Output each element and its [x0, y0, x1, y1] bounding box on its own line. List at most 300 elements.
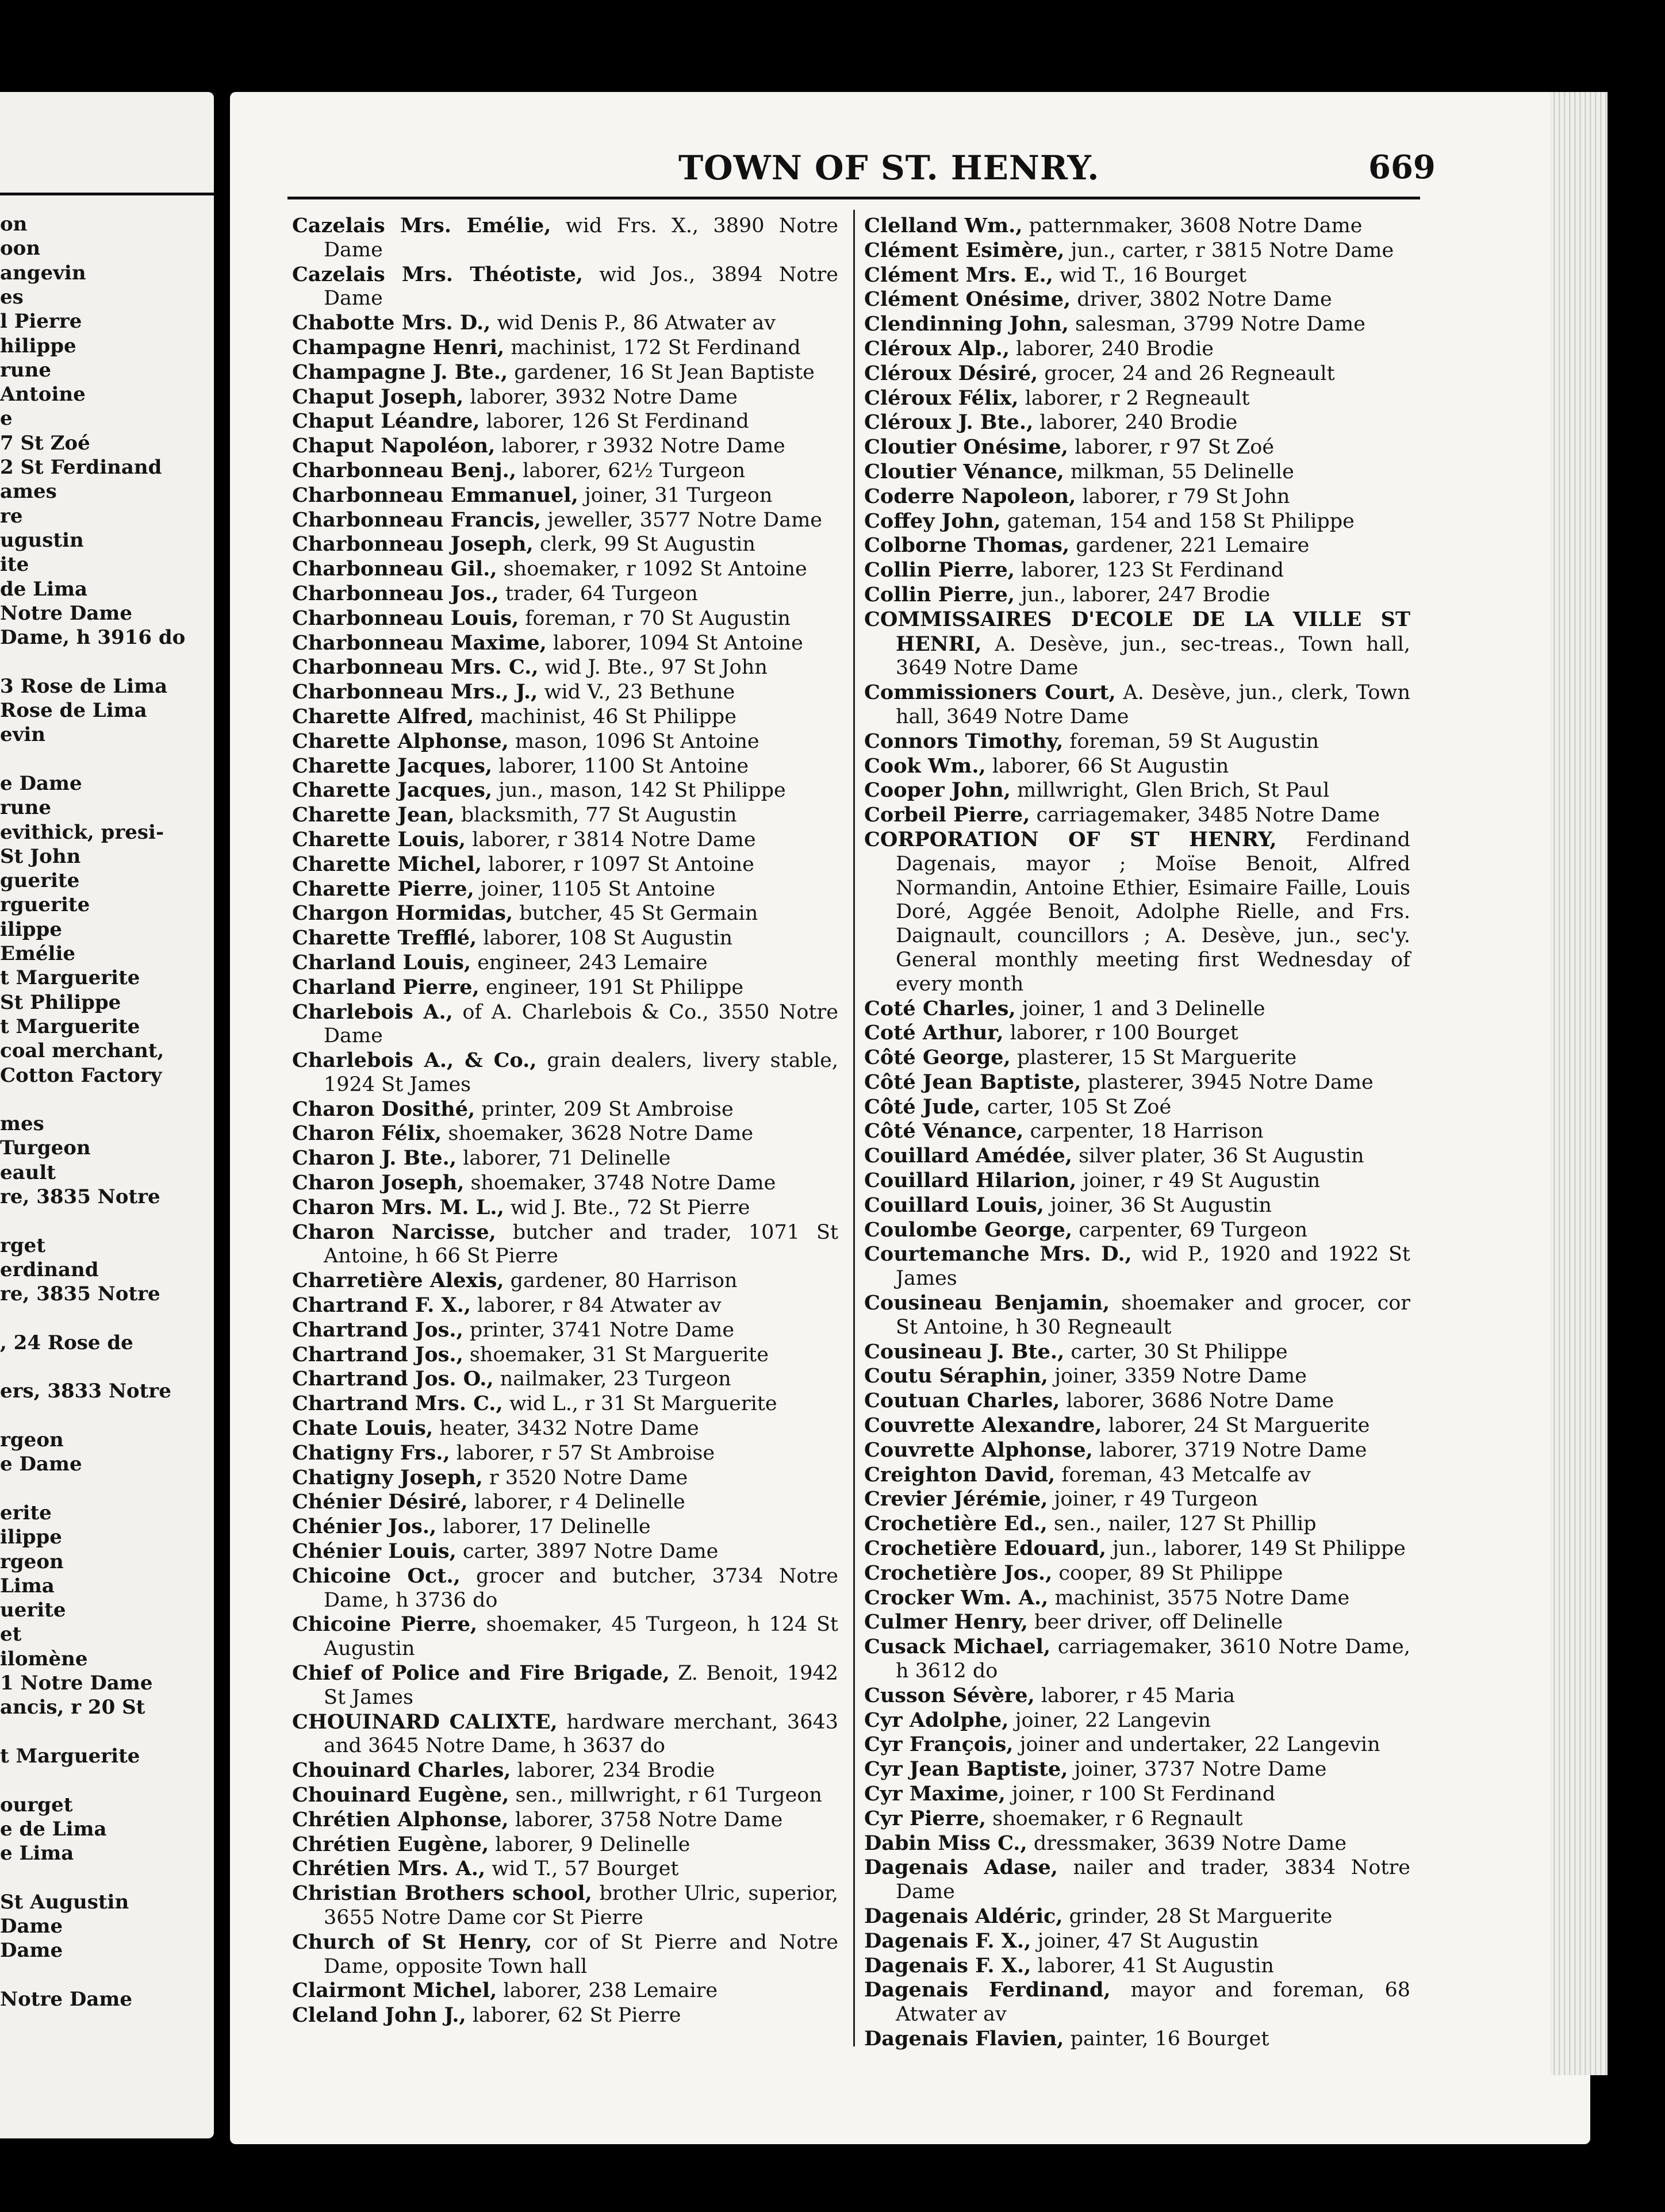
directory-entry	[864, 1438, 1410, 1463]
entry-name: Connors Timothy,	[864, 729, 1064, 753]
directory-entry	[292, 1881, 838, 1930]
entry-name: Crevier Jérémie,	[864, 1487, 1048, 1511]
entry-details: A. Desève, jun., clerk, Town hall, 3649 Notre Dame	[896, 681, 1410, 728]
entry-details: gardener, 80 Harrison	[504, 1269, 738, 1293]
entry-details: foreman, 59 St Augustin	[1063, 729, 1319, 753]
entry-name: Charland Pierre,	[292, 975, 479, 999]
entry-name: Charette Alphonse,	[292, 729, 509, 753]
directory-entry	[292, 1441, 838, 1466]
directory-entry	[864, 828, 1410, 997]
entry-name: Collin Pierre,	[864, 582, 1015, 606]
directory-entry	[864, 558, 1410, 583]
entry-name: Culmer Henry,	[864, 1610, 1028, 1634]
entry-details: laborer, r 84 Atwater av	[471, 1294, 722, 1318]
previous-page-fragment: Antoine	[0, 383, 86, 406]
entry-details: carriagemaker, 3610 Notre Dame, h 3612 do	[896, 1635, 1410, 1683]
directory-entry	[864, 1021, 1410, 1046]
entry-details: wid V., 23 Bethune	[538, 681, 735, 704]
directory-entry	[864, 1218, 1410, 1243]
directory-entry	[864, 410, 1410, 435]
entry-details: joiner, 31 Turgeon	[578, 483, 773, 507]
previous-page-fragment: Emélie	[0, 942, 75, 965]
directory-entry	[864, 263, 1410, 288]
entry-details: Ferdinand Dagenais, mayor ; Moïse Benoit, Alfred Normandin, Antoine Ethier, Esimaire Faille, Louis Doré, Aggée Benoit, Adolphe Rielle, and Frs. Daignault, councillors ; A. Desève, jun., sec'y. General monthly meeting first Wednesday of every month	[896, 828, 1410, 996]
entry-details: beer driver, off Delinelle	[1027, 1611, 1283, 1634]
previous-page-fragment: 1 Notre Dame	[0, 1672, 153, 1695]
directory-entry	[292, 1490, 838, 1515]
directory-entry	[292, 631, 838, 656]
entry-name: Charbonneau Gil.,	[292, 557, 497, 581]
entry-details: gateman, 154 and 158 St Philippe	[1000, 509, 1355, 533]
entry-details: foreman, 43 Metcalfe av	[1055, 1463, 1311, 1487]
directory-entry	[864, 1119, 1410, 1144]
directory-entry	[864, 1684, 1410, 1708]
directory-entry	[292, 434, 838, 459]
directory-entry	[864, 1904, 1410, 1929]
entry-details: engineer, 243 Lemaire	[471, 951, 708, 974]
entry-name: Clément Onésime,	[864, 287, 1071, 312]
previous-page-fragment: rgeon	[0, 1428, 64, 1451]
previous-page-fragment: hilippe	[0, 334, 76, 358]
entry-name: Cleland John J.,	[292, 2003, 466, 2027]
directory-entry	[864, 533, 1410, 558]
entry-name: Charon Dosithé,	[292, 1097, 475, 1121]
directory-entry	[292, 1661, 838, 1710]
entry-name: Chartrand Jos.,	[292, 1318, 463, 1342]
previous-page-fragment: St Augustin	[0, 1890, 129, 1914]
entry-details: millwright, Glen Brich, St Paul	[1010, 779, 1330, 802]
entry-details: grocer, 24 and 26 Regneault	[1038, 362, 1335, 385]
entry-details: hardware merchant, 3643 and 3645 Notre Dame, h 3637 do	[324, 1710, 839, 1758]
entry-details: jeweller, 3577 Notre Dame	[541, 508, 822, 532]
entry-name: Chabotte Mrs. D.,	[292, 311, 491, 335]
entry-name: Dagenais Aldéric,	[864, 1904, 1063, 1928]
entry-name: Charette Jean,	[292, 803, 455, 827]
entry-name: Chate Louis,	[292, 1416, 433, 1441]
entry-name: Charland Louis,	[292, 950, 471, 974]
entry-details: joiner, 3359 Notre Dame	[1048, 1365, 1307, 1388]
directory-entry	[292, 1564, 838, 1613]
directory-entry	[292, 508, 838, 533]
entry-name: Couvrette Alexandre,	[864, 1414, 1102, 1438]
entry-name: Chouinard Charles,	[292, 1758, 511, 1783]
directory-entry	[864, 1512, 1410, 1537]
directory-entry	[292, 1196, 838, 1220]
previous-page-fragment: St Philippe	[0, 990, 121, 1014]
previous-page-fragment: e Dame	[0, 771, 82, 795]
entry-details: jun., carter, r 3815 Notre Dame	[1064, 239, 1394, 262]
entry-name: Cyr Maxime,	[864, 1782, 1006, 1806]
previous-page-fragment: 7 St Zoé	[0, 431, 90, 455]
entry-name: Couvrette Alphonse,	[864, 1438, 1093, 1462]
directory-entry	[864, 1831, 1410, 1856]
entry-name: Cloutier Onésime,	[864, 435, 1068, 459]
directory-entry	[292, 1515, 838, 1539]
entry-name: Charon Joseph,	[292, 1171, 465, 1195]
previous-page-fragment: ilippe	[0, 1526, 62, 1549]
entry-name: Charette Trefflé,	[292, 926, 477, 950]
directory-entry	[292, 1979, 838, 2003]
previous-page-fragment: Dame	[0, 1939, 63, 1963]
directory-entry	[864, 1487, 1410, 1512]
previous-page-fragment: re, 3835 Notre	[0, 1282, 160, 1306]
entry-details: silver plater, 36 St Augustin	[1072, 1145, 1364, 1168]
entry-details: carpenter, 18 Harrison	[1023, 1120, 1264, 1143]
entry-details: laborer, 108 St Augustin	[477, 927, 733, 950]
directory-entry	[292, 1122, 838, 1146]
entry-name: Church of St Henry,	[292, 1930, 532, 1954]
entry-name: Christian Brothers school,	[292, 1881, 592, 1906]
entry-details: wid J. Bte., 97 St John	[538, 656, 768, 679]
directory-entry	[864, 1978, 1410, 2027]
directory-entry	[864, 485, 1410, 509]
previous-page-fragment: mes	[0, 1112, 44, 1136]
directory-entry	[864, 1757, 1410, 1782]
entry-details: shoemaker, 3748 Notre Dame	[464, 1172, 776, 1195]
header-rule	[287, 197, 1420, 199]
directory-entry	[292, 1783, 838, 1808]
directory-entry	[292, 1612, 838, 1661]
entry-name: Clément Mrs. E.,	[864, 263, 1053, 287]
directory-entry	[864, 337, 1410, 362]
entry-details: wid P., 1920 and 1922 St James	[896, 1243, 1410, 1291]
running-head: TOWN OF ST. HENRY.	[678, 148, 1100, 187]
directory-entry	[292, 729, 838, 754]
directory-entry	[864, 1954, 1410, 1979]
entry-details: jun., laborer, 247 Brodie	[1014, 583, 1271, 606]
previous-page-fragment: angevin	[0, 261, 86, 285]
entry-details: laborer, 62½ Turgeon	[516, 459, 746, 482]
entry-name: Cazelais Mrs. Théotiste,	[292, 262, 584, 286]
directory-entry	[292, 1000, 838, 1049]
directory-entry	[292, 459, 838, 483]
entry-details: machinist, 172 St Ferdinand	[504, 336, 801, 359]
directory-entry	[864, 754, 1410, 779]
entry-name: Chargon Hormidas,	[292, 901, 513, 925]
entry-name: Corbeil Pierre,	[864, 803, 1030, 827]
entry-name: Cyr Pierre,	[864, 1806, 987, 1830]
entry-details: laborer, 238 Lemaire	[497, 1979, 718, 2003]
entry-name: Crocker Wm. A.,	[864, 1585, 1049, 1610]
entry-details: laborer, 62 St Pierre	[466, 2004, 681, 2027]
entry-details: jun., laborer, 149 St Philippe	[1106, 1537, 1406, 1561]
entry-details: carter, 105 St Zoé	[980, 1095, 1172, 1119]
previous-page-fragment: evithick, presi-	[0, 820, 164, 844]
entry-name: Chaput Napoléon,	[292, 434, 496, 458]
previous-page-fragment: eault	[0, 1161, 56, 1184]
entry-details: wid Denis P., 86 Atwater av	[490, 312, 776, 335]
directory-entry	[292, 532, 838, 557]
entry-details: laborer, 3932 Notre Dame	[463, 385, 738, 409]
entry-name: Charon Narcisse,	[292, 1220, 496, 1244]
entry-details: painter, 16 Bourget	[1064, 2027, 1269, 2050]
previous-page-fragment: rguerite	[0, 893, 90, 917]
previous-page-fragment: e	[0, 407, 13, 431]
directory-entry	[864, 1340, 1410, 1365]
directory-entry	[864, 1389, 1410, 1414]
directory-entry	[292, 2003, 838, 2028]
directory-entry	[864, 608, 1410, 681]
directory-entry	[864, 214, 1410, 239]
directory-entry	[864, 1635, 1410, 1684]
directory-entry	[292, 1808, 838, 1833]
entry-name: Cléroux J. Bte.,	[864, 410, 1034, 435]
entry-details: shoemaker, 31 St Marguerite	[463, 1343, 769, 1366]
entry-details: carter, 30 St Philippe	[1064, 1340, 1288, 1364]
directory-entry	[292, 1269, 838, 1293]
entry-details: shoemaker, r 1092 St Antoine	[497, 558, 807, 581]
entry-name: Crochetière Edouard,	[864, 1537, 1107, 1561]
directory-entry	[292, 1049, 838, 1097]
previous-page-fragment: Notre Dame	[0, 1987, 132, 2011]
entry-details: laborer, 66 St Augustin	[985, 754, 1229, 778]
entry-name: Creighton David,	[864, 1462, 1056, 1487]
entry-details: wid J. Bte., 72 St Pierre	[504, 1196, 750, 1219]
entry-details: joiner and undertaker, 22 Langevin	[1013, 1733, 1380, 1757]
entry-name: Chrétien Mrs. A.,	[292, 1857, 486, 1881]
previous-page-fragment: rune	[0, 796, 51, 820]
previous-page-fragment: ancis, r 20 St	[0, 1696, 145, 1719]
directory-entry	[292, 754, 838, 779]
entry-details: joiner, r 100 St Ferdinand	[1005, 1783, 1276, 1806]
entry-details: salesman, 3799 Notre Dame	[1068, 313, 1365, 336]
entry-details: carter, 3897 Notre Dame	[456, 1540, 719, 1564]
entry-name: CHOUINARD CALIXTE,	[292, 1710, 558, 1734]
directory-entry	[292, 1758, 838, 1783]
entry-details: shoemaker and grocer, cor St Antoine, h 30 Regneault	[896, 1292, 1410, 1339]
directory-entry	[292, 557, 838, 582]
entry-name: Cyr Adolphe,	[864, 1708, 1009, 1732]
previous-page-fragment: erite	[0, 1501, 52, 1524]
entry-name: Charon Félix,	[292, 1122, 442, 1146]
directory-entry	[864, 1364, 1410, 1389]
directory-entry	[864, 681, 1410, 729]
page-number: 669	[1368, 148, 1436, 186]
entry-name: Cyr Jean Baptiste,	[864, 1757, 1068, 1781]
directory-entry	[292, 1318, 838, 1343]
entry-details: grinder, 28 St Marguerite	[1062, 1904, 1333, 1928]
previous-page-fragment: oon	[0, 237, 41, 260]
directory-entry	[864, 1095, 1410, 1120]
entry-name: Champagne Henri,	[292, 335, 505, 359]
directory-entry	[292, 852, 838, 877]
previous-page-fragment: ilomène	[0, 1647, 88, 1670]
entry-name: Chatigny Joseph,	[292, 1465, 483, 1489]
entry-name: Chartrand F. X.,	[292, 1293, 471, 1318]
directory-entry	[864, 583, 1410, 608]
entry-name: Chénier Jos.,	[292, 1515, 437, 1539]
entry-details: laborer, r 97 St Zoé	[1068, 436, 1275, 459]
entry-details: laborer, r 45 Maria	[1034, 1684, 1235, 1707]
directory-entry	[864, 1193, 1410, 1218]
entry-name: Cousineau J. Bte.,	[864, 1339, 1065, 1364]
entry-name: Charon Mrs. M. L.,	[292, 1195, 504, 1219]
entry-details: clerk, 99 St Augustin	[533, 533, 755, 556]
entry-details: of A. Charlebois & Co., 3550 Notre Dame	[324, 1000, 839, 1048]
entry-name: Chouinard Eugène,	[292, 1783, 509, 1807]
entry-name: Charbonneau Francis,	[292, 508, 542, 532]
directory-entry	[292, 1343, 838, 1368]
entry-name: Coulombe George,	[864, 1218, 1073, 1242]
directory-entry	[864, 1537, 1410, 1561]
previous-page-fragment: on	[0, 213, 28, 236]
directory-entry	[864, 1144, 1410, 1169]
entry-name: Cazelais Mrs. Emélie,	[292, 214, 551, 237]
directory-entry	[864, 729, 1410, 754]
entry-details: sen., millwright, r 61 Turgeon	[509, 1784, 822, 1807]
previous-page-fragment: ite	[0, 553, 29, 577]
left-column	[292, 214, 838, 2028]
directory-entry	[864, 435, 1410, 460]
entry-name: Chartrand Jos. O.,	[292, 1367, 494, 1391]
directory-entry	[292, 828, 838, 852]
previous-page-fragment: ugustin	[0, 528, 84, 552]
entry-details: laborer, 126 St Ferdinand	[479, 410, 749, 433]
entry-name: Courtemanche Mrs. D.,	[864, 1242, 1132, 1266]
previous-page-fragment: Notre Dame	[0, 601, 132, 625]
directory-entry	[292, 606, 838, 631]
entry-name: Charlebois A., & Co.,	[292, 1049, 537, 1073]
entry-details: nailmaker, 23 Turgeon	[493, 1368, 731, 1391]
directory-entry	[292, 1220, 838, 1269]
entry-name: Cusson Sévère,	[864, 1683, 1035, 1707]
entry-details: laborer, 24 St Marguerite	[1102, 1414, 1370, 1438]
previous-page-fragment: Lima	[0, 1574, 55, 1597]
entry-name: Charette Alfred,	[292, 704, 474, 728]
right-column	[864, 214, 1410, 2052]
previous-page-fragment: ames	[0, 480, 57, 504]
entry-details: plasterer, 3945 Notre Dame	[1081, 1070, 1374, 1094]
entry-details: joiner, 3737 Notre Dame	[1068, 1758, 1327, 1781]
entry-name: Chicoine Pierre,	[292, 1612, 478, 1637]
entry-name: Coté Arthur,	[864, 1021, 1004, 1045]
entry-details: nailer and trader, 3834 Notre Dame	[896, 1856, 1411, 1904]
directory-entry	[292, 1857, 838, 1881]
entry-name: Dagenais Ferdinand,	[864, 1978, 1111, 2002]
entry-details: laborer, 71 Delinelle	[456, 1147, 671, 1170]
directory-entry	[292, 1367, 838, 1392]
entry-details: laborer, 240 Brodie	[1010, 337, 1214, 360]
entry-name: Cléroux Félix,	[864, 386, 1019, 410]
entry-details: mayor and foreman, 68 Atwater av	[896, 1979, 1410, 2026]
entry-name: Chatigny Frs.,	[292, 1441, 450, 1465]
entry-name: COMMISSAIRES D'ECOLE DE LA VILLE ST HENRI,	[864, 607, 1410, 656]
directory-entry	[864, 509, 1410, 534]
entry-details: laborer, r 3814 Notre Dame	[466, 828, 756, 851]
entry-name: Collin Pierre,	[864, 558, 1015, 582]
directory-entry	[864, 1610, 1410, 1635]
entry-details: laborer, 3719 Notre Dame	[1092, 1438, 1367, 1462]
entry-details: milkman, 55 Delinelle	[1064, 460, 1294, 483]
previous-page-fragment: , 24 Rose de	[0, 1331, 133, 1354]
directory-entry	[864, 1856, 1410, 1904]
entry-details: joiner, 47 St Augustin	[1031, 1929, 1259, 1953]
previous-page-fragment: e de Lima	[0, 1817, 107, 1841]
entry-name: Cooper John,	[864, 778, 1011, 802]
entry-name: Charette Jacques,	[292, 778, 493, 802]
previous-page-head-rule	[0, 193, 214, 195]
entry-details: laborer, r 3932 Notre Dame	[495, 435, 785, 458]
entry-details: laborer, r 57 St Ambroise	[450, 1441, 715, 1465]
entry-details: gardener, 221 Lemaire	[1069, 534, 1310, 558]
directory-entry	[864, 778, 1410, 803]
entry-details: carpenter, 69 Turgeon	[1072, 1218, 1308, 1242]
directory-entry	[292, 1416, 838, 1441]
entry-details: mason, 1096 St Antoine	[508, 729, 759, 753]
entry-details: laborer, 1094 St Antoine	[546, 631, 803, 655]
directory-entry	[864, 460, 1410, 485]
directory-entry	[292, 976, 838, 1000]
entry-details: laborer, 17 Delinelle	[436, 1515, 651, 1539]
entry-name: Chénier Louis,	[292, 1539, 456, 1564]
previous-page-fragment: Dame	[0, 1915, 63, 1938]
directory-entry	[864, 803, 1410, 828]
directory-entry	[292, 951, 838, 976]
previous-page-fragment: ers, 3833 Notre	[0, 1380, 171, 1403]
entry-details: shoemaker, 3628 Notre Dame	[442, 1122, 754, 1146]
entry-name: Chaput Léandre,	[292, 409, 480, 433]
entry-details: trader, 64 Turgeon	[498, 582, 698, 605]
directory-entry	[864, 1586, 1410, 1611]
previous-page-fragment: erdinand	[0, 1258, 99, 1281]
entry-name: Côté George,	[864, 1046, 1011, 1070]
entry-details: plasterer, 15 St Marguerite	[1010, 1046, 1297, 1070]
directory-entry	[292, 655, 838, 680]
entry-name: Crochetière Ed.,	[864, 1512, 1048, 1536]
entry-name: Clelland Wm.,	[864, 214, 1023, 237]
directory-entry	[864, 1708, 1410, 1733]
previous-page-fragment: es	[0, 285, 24, 309]
directory-entry	[864, 1463, 1410, 1488]
entry-name: Charbonneau Mrs., J.,	[292, 680, 538, 704]
entry-details: grain dealers, livery stable, 1924 St James	[324, 1049, 838, 1096]
entry-name: Cléroux Désiré,	[864, 361, 1038, 385]
entry-name: Chartrand Mrs. C.,	[292, 1392, 503, 1416]
directory-entry	[292, 483, 838, 508]
entry-name: Charbonneau Louis,	[292, 606, 519, 630]
entry-name: Coutuan Charles,	[864, 1389, 1060, 1413]
book-page-edges	[1550, 92, 1608, 2075]
entry-name: Couillard Louis,	[864, 1193, 1044, 1217]
entry-details: gardener, 16 St Jean Baptiste	[508, 360, 815, 384]
entry-name: Côté Vénance,	[864, 1119, 1024, 1143]
directory-entry	[292, 360, 838, 385]
entry-name: Clément Esimère,	[864, 238, 1065, 262]
directory-entry	[864, 1561, 1410, 1586]
entry-details: dressmaker, 3639 Notre Dame	[1027, 1831, 1347, 1855]
directory-entry	[864, 1733, 1410, 1757]
entry-details: laborer, 9 Delinelle	[489, 1833, 690, 1856]
previous-page-fragment: Cotton Factory	[0, 1063, 162, 1087]
previous-page-fragment: guerite	[0, 869, 80, 893]
entry-name: Coté Charles,	[864, 996, 1016, 1020]
entry-name: Colborne Thomas,	[864, 533, 1070, 558]
entry-details: Z. Benoit, 1942 St James	[324, 1662, 838, 1709]
entry-name: Cousineau Benjamin,	[864, 1291, 1110, 1315]
entry-name: Cusack Michael,	[864, 1635, 1051, 1659]
previous-page-fragment: St John	[0, 844, 81, 868]
entry-details: patternmaker, 3608 Notre Dame	[1022, 214, 1363, 237]
directory-entry	[864, 1782, 1410, 1807]
entry-details: laborer, 1100 St Antoine	[492, 754, 749, 778]
entry-details: sen., nailer, 127 St Phillip	[1047, 1512, 1317, 1536]
entry-details: machinist, 3575 Notre Dame	[1048, 1586, 1350, 1610]
entry-name: Dagenais Adase,	[864, 1856, 1058, 1880]
previous-page-fragment: et	[0, 1623, 22, 1646]
entry-name: Charbonneau Joseph,	[292, 532, 534, 556]
entry-details: laborer, 3686 Notre Dame	[1060, 1389, 1334, 1413]
directory-entry	[864, 1046, 1410, 1070]
